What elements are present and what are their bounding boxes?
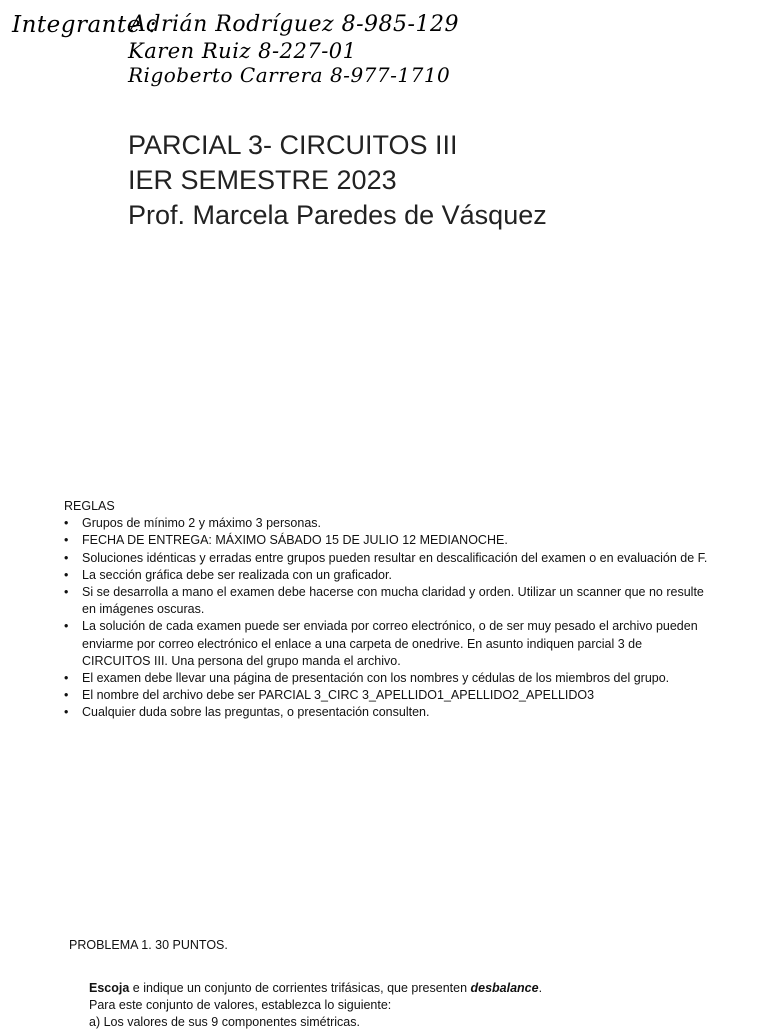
exam-title: PARCIAL 3- CIRCUITOS III [128, 130, 458, 160]
handwritten-member-2: Karen Ruiz 8-227-01 [128, 39, 357, 63]
problem-line-1-text: e indique un conjunto de corrientes trifásicas, que presenten [129, 981, 471, 995]
rule-item: • Cualquier duda sobre las preguntas, o presentación consulten. [64, 704, 714, 721]
problem-line-1 [89, 980, 729, 997]
rules-section [64, 498, 714, 722]
rule-item: • Soluciones idénticas y erradas entre grupos pueden resultar en descalificación del examen o en evaluación de F. [64, 550, 714, 567]
problem-line-3: a) Los valores de sus 9 componentes simétricas. [89, 1015, 360, 1030]
rule-item: • FECHA DE ENTREGA: MÁXIMO SÁBADO 15 DE JULIO 12 MEDIANOCHE. [64, 532, 714, 549]
handwritten-member-1: Adrián Rodríguez 8-985-129 [130, 12, 459, 37]
rule-item: • El nombre del archivo debe ser PARCIAL 3_CIRC 3_APELLIDO1_APELLIDO2_APELLIDO3 [64, 687, 714, 704]
rule-item: • La sección gráfica debe ser realizada con un graficador. [64, 567, 714, 584]
rule-item: • Grupos de mínimo 2 y máximo 3 personas. [64, 515, 714, 532]
rule-item: • El examen debe llevar una página de presentación con los nombres y cédulas de los miembros del grupo. [64, 670, 714, 687]
exam-professor: Prof. Marcela Paredes de Vásquez [128, 200, 547, 230]
handwritten-member-3: Rigoberto Carrera 8-977-1710 [128, 63, 451, 87]
handwritten-members-label: Integrante : [12, 12, 157, 38]
rule-item: • La solución de cada examen puede ser enviada por correo electrónico, o de ser muy pesado el archivo pueden enviarme por correo electrónico el enlace a una carpeta de onedrive. En asunto indiquen parcial 3 de CIRCUITOS III. Una persona del grupo manda el archivo. [64, 618, 714, 670]
problem-heading: PROBLEMA 1. 30 PUNTOS. [69, 938, 228, 952]
problem-line-2: Para este conjunto de valores, establezca lo siguiente: [89, 998, 392, 1013]
exam-semester: IER SEMESTRE 2023 [128, 165, 397, 195]
problem-line-1-end: . [538, 981, 543, 995]
problem-emphasis: desbalance [470, 981, 539, 995]
rules-list [64, 515, 714, 721]
rules-heading: REGLAS [64, 499, 115, 513]
problem-keyword: Escoja [89, 981, 130, 995]
rule-item: • Si se desarrolla a mano el examen debe hacerse con mucha claridad y orden. Utilizar un scanner que no resulte en imágenes oscuras. [64, 584, 714, 618]
exam-title-block [128, 128, 547, 233]
